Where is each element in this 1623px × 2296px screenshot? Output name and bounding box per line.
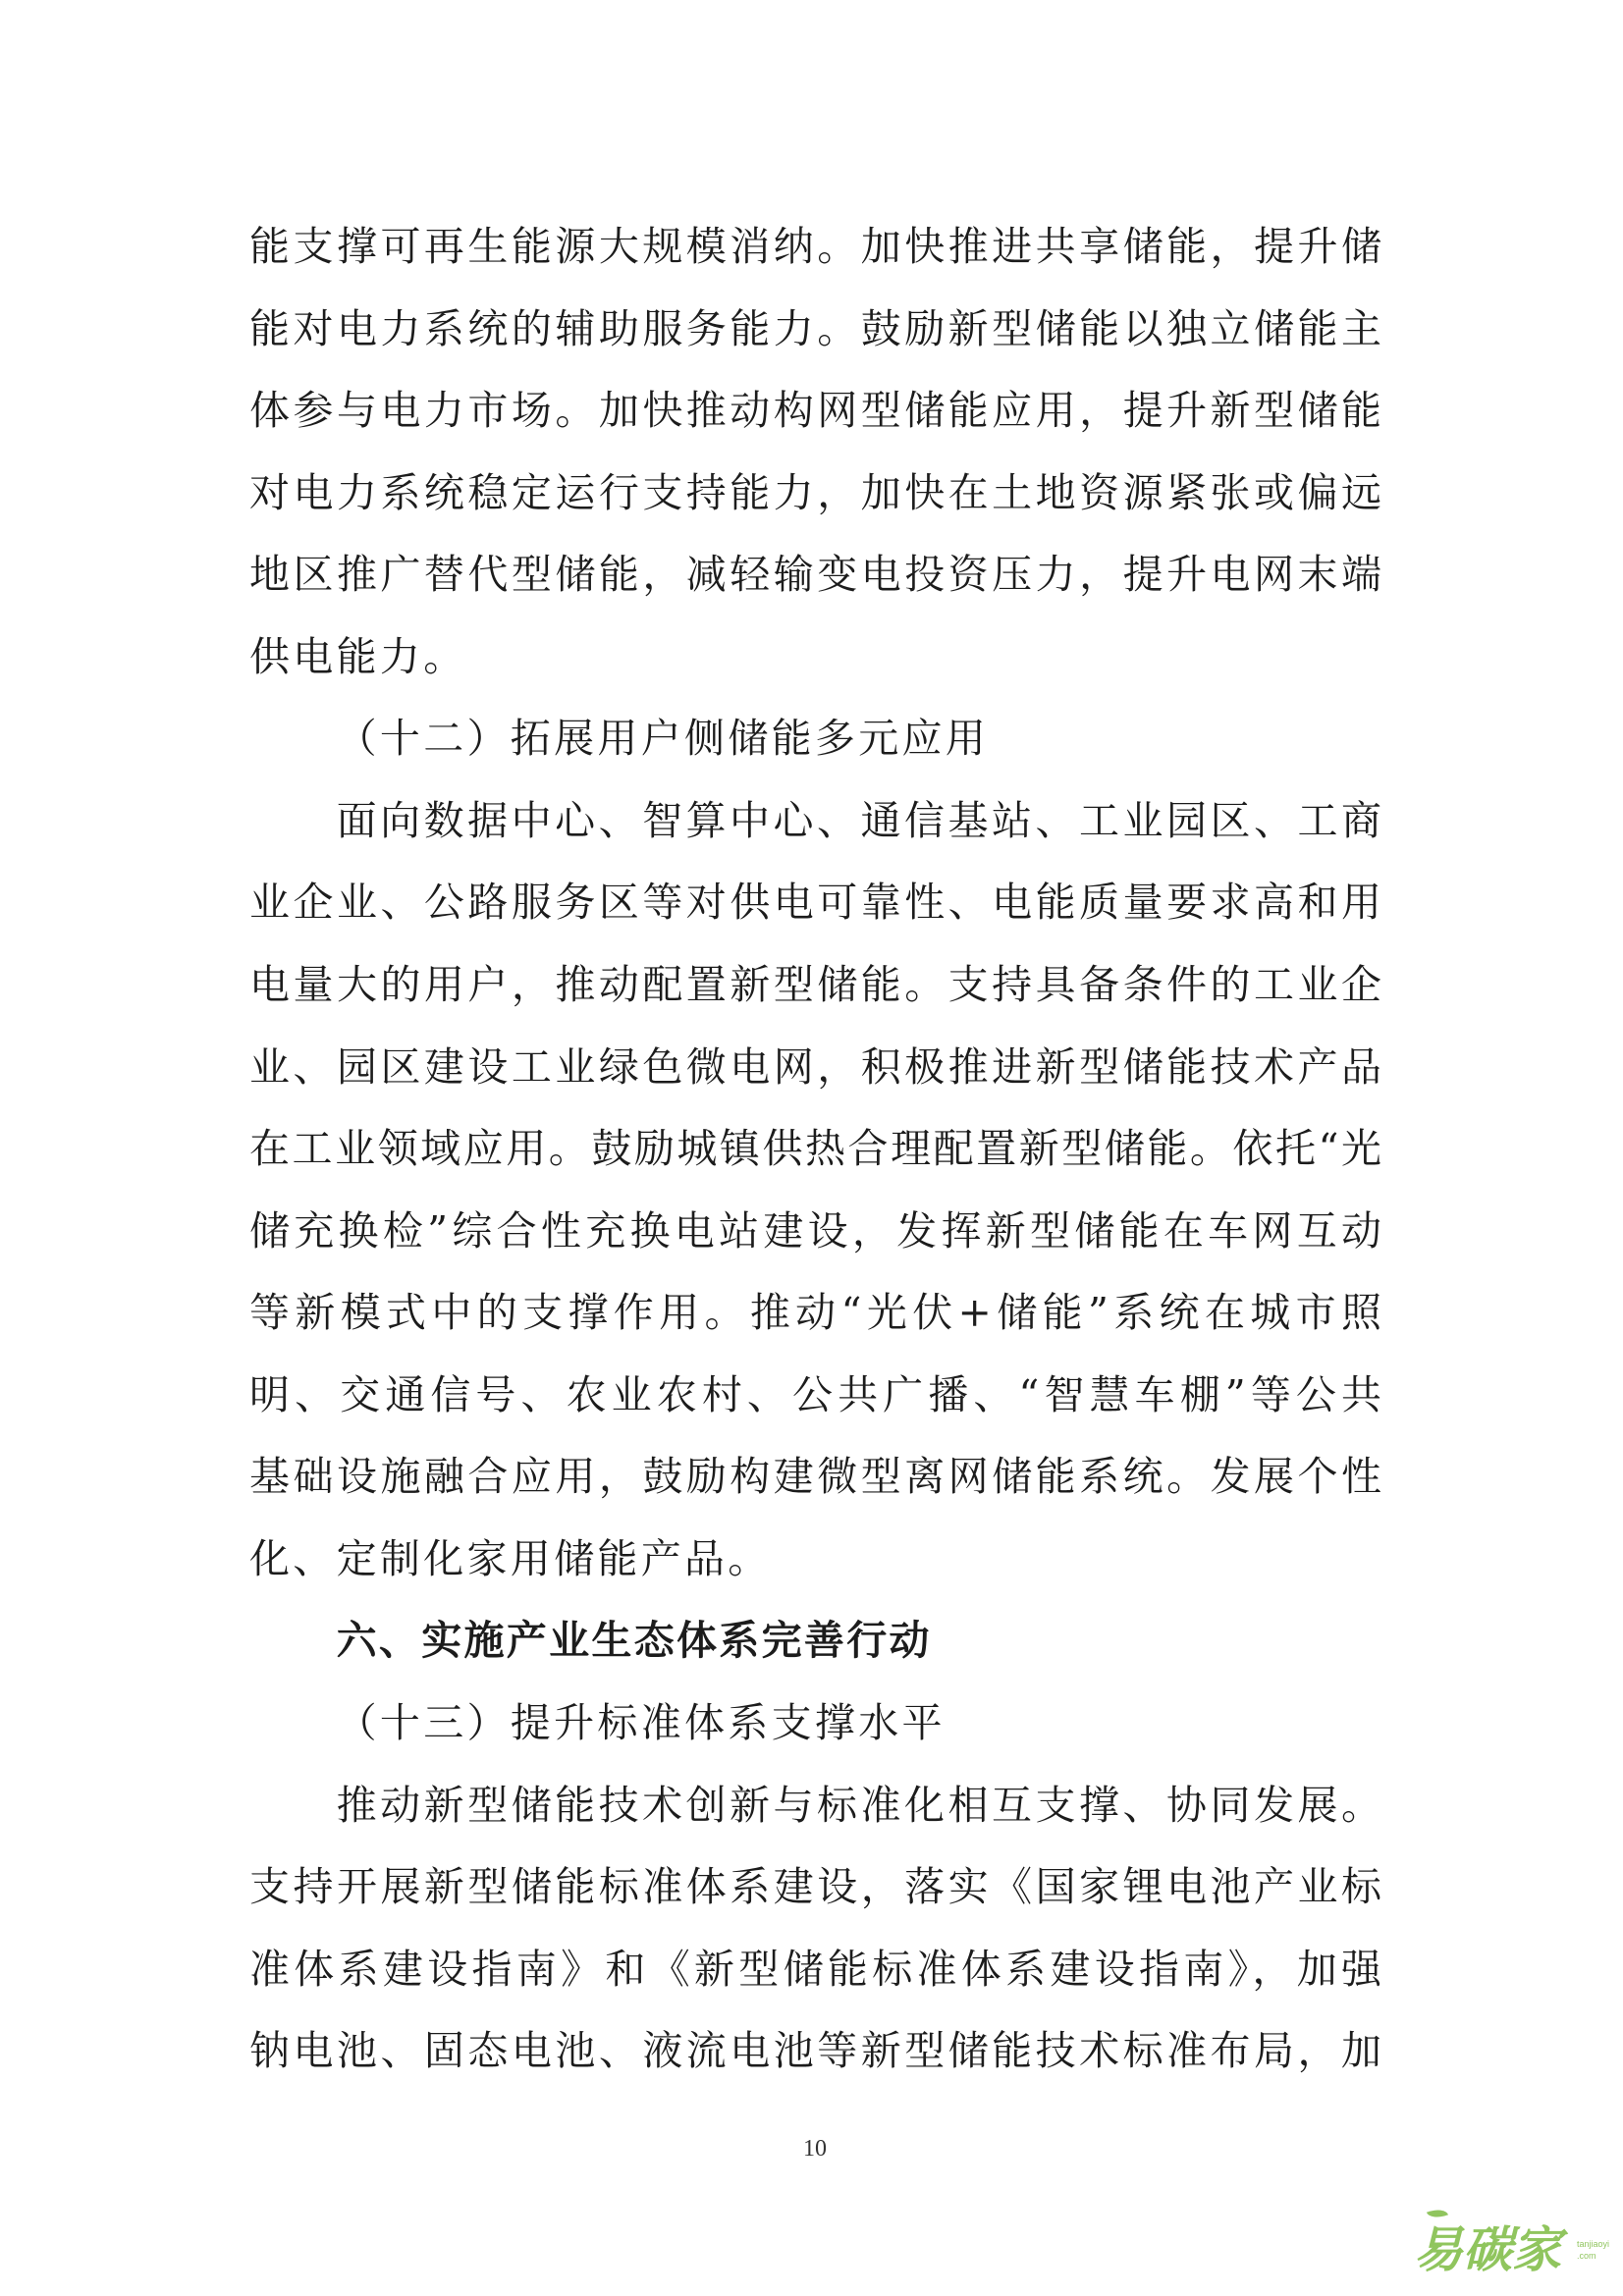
paragraph-2-line: 基础设施融合应用，鼓励构建微型离网储能系统。发展个性 — [249, 1453, 1381, 1501]
watermark-brand: 易碳家 — [1414, 2221, 1561, 2278]
paragraph-2-line: 等新模式中的支撑作用。推动“光伏+储能”系统在城市照 — [249, 1289, 1381, 1337]
paragraph-2-line: 电量大的用户，推动配置新型储能。支持具备条件的工业企 — [249, 961, 1381, 1008]
paragraph-2-line: 明、交通信号、农业农村、公共广播、“智慧车棚”等公共 — [249, 1370, 1381, 1418]
paragraph-1-line: 地区推广替代型储能，减轻输变电投资压力，提升电网末端 — [249, 551, 1381, 599]
subheading-13: （十三）提升标准体系支撑水平 — [336, 1698, 946, 1746]
paragraph-2-line: 业、园区建设工业绿色微电网，积极推进新型储能技术产品 — [249, 1042, 1381, 1091]
paragraph-1-line: 供电能力。 — [249, 632, 467, 680]
paragraph-3-line: 支持开展新型储能标准体系建设，落实《国家锂电池产业标 — [249, 1863, 1381, 1910]
paragraph-2-line: 化、定制化家用储能产品。 — [249, 1534, 772, 1582]
watermark-domain — [1577, 2238, 1616, 2264]
paragraph-2-line: 在工业领域应用。鼓励城镇供热合理配置新型储能。依托“光 — [249, 1125, 1381, 1173]
paragraph-1-line: 能对电力系统的辅助服务能力。鼓励新型储能以独立储能主 — [249, 304, 1381, 352]
paragraph-1-line: 对电力系统稳定运行支持能力，加快在土地资源紧张或偏远 — [249, 468, 1381, 516]
watermark-domain-tld: .com — [1577, 2251, 1596, 2261]
paragraph-2-line: 面向数据中心、智算中心、通信基站、工业园区、工商 — [336, 796, 1381, 844]
paragraph-3-line: 钠电池、固态电池、液流电池等新型储能技术标准布局，加 — [249, 2027, 1381, 2075]
paragraph-1-line: 体参与电力市场。加快推动构网型储能应用，提升新型储能 — [249, 387, 1381, 435]
subheading-12: （十二）拓展用户侧储能多元应用 — [336, 715, 990, 763]
section-heading-6: 六、实施产业生态体系完善行动 — [336, 1617, 932, 1665]
paragraph-1-line: 能支撑可再生能源大规模消纳。加快推进共享储能，提升储 — [249, 223, 1381, 270]
paragraph-2-line: 储充换检”综合性充换电站建设，发挥新型储能在车网互动 — [249, 1206, 1381, 1255]
paragraph-3-line: 准体系建设指南》和《新型储能标准体系建设指南》，加强 — [249, 1945, 1381, 1993]
watermark-logo — [1406, 2203, 1618, 2289]
paragraph-2-line: 业企业、公路服务区等对供电可靠性、电能质量要求高和用 — [249, 879, 1381, 927]
page-number: 10 — [803, 2136, 827, 2162]
paragraph-3-line: 推动新型储能技术创新与标准化相互支撑、协同发展。 — [336, 1781, 1381, 1829]
watermark-domain-name: tanjiaoyi — [1577, 2239, 1610, 2249]
